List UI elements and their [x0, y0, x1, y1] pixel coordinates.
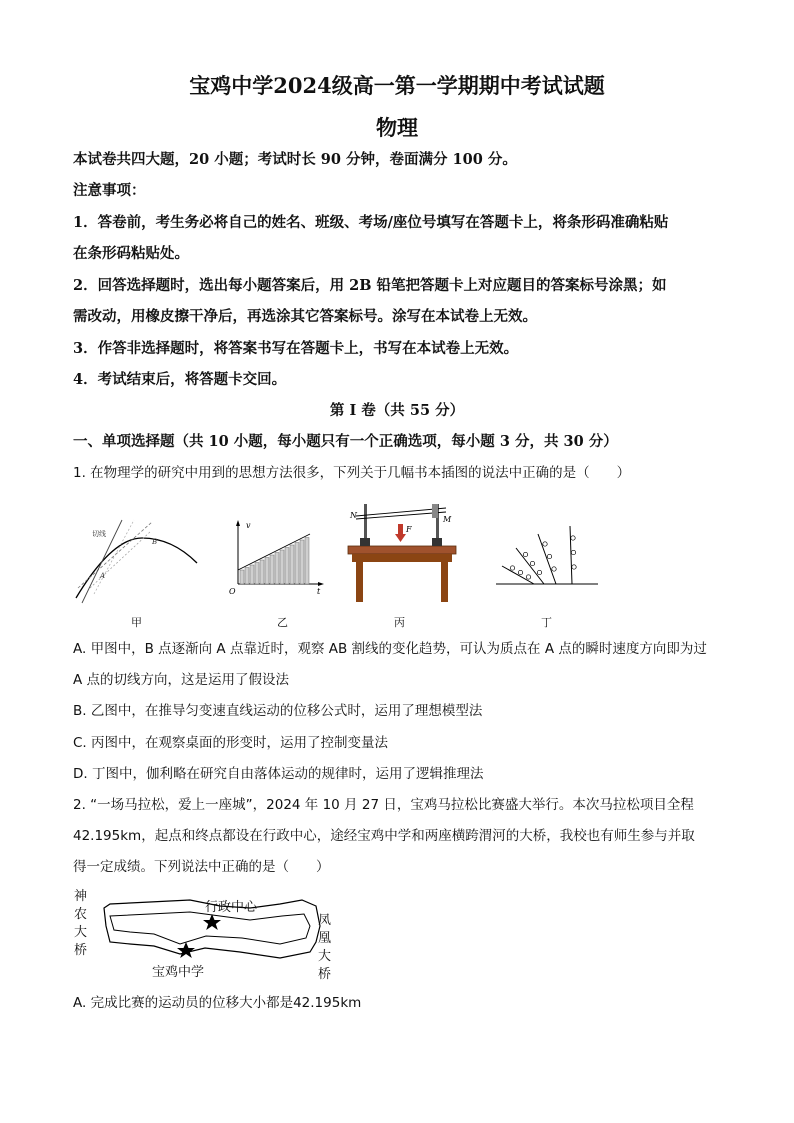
- bridge-char: 桥: [318, 967, 332, 982]
- velocity-bar: [295, 543, 299, 585]
- rolling-balls: [510, 536, 576, 579]
- ball: [523, 552, 527, 556]
- ball: [526, 575, 530, 579]
- note-line: 2．回答选择题时，选出每小题答案后，用 2B 铅笔把答题卡上对应题目的答案标号涂黑；如: [73, 277, 667, 294]
- note-line: 4．考试结束后，将答题卡交回。: [73, 371, 287, 388]
- velocity-bar: [265, 558, 269, 585]
- velocity-bar: [285, 548, 289, 585]
- bridge-char: 桥: [74, 943, 88, 958]
- note-line: 在条形码粘贴处。: [73, 245, 189, 262]
- question-1-option-b: B. 乙图中，在推导匀变速直线运动的位移公式时，运用了理想模型法: [73, 703, 483, 719]
- figure-yi-vt-graph: [226, 520, 326, 602]
- question-1-option-c: C. 丙图中，在观察桌面的形变时，运用了控制变量法: [73, 735, 389, 751]
- question-1-option-d: D. 丁图中，伽利略在研究自由落体运动的规律时，运用了逻辑推理法: [73, 766, 484, 782]
- velocity-bar: [305, 538, 309, 585]
- school-label: 宝鸡中学: [152, 965, 205, 980]
- bridge-char: 凰: [318, 931, 332, 946]
- velocity-bar: [260, 560, 264, 584]
- exam-intro: 本试卷共四大题，20 小题；考试时长 90 分钟，卷面满分 100 分。: [73, 151, 517, 168]
- figure-jia-tangent: [72, 518, 200, 608]
- velocity-bar: [245, 568, 249, 585]
- question-1-option-a: A. 甲图中，B 点逐渐向 A 点靠近时，观察 AB 割线的变化趋势，可认为质点在 A 点的瞬时速度方向即为过: [73, 641, 707, 657]
- figure-ding-inclines: [492, 522, 602, 592]
- figure-caption-jia: 甲: [131, 616, 142, 629]
- question-1-stem: 1. 在物理学的研究中用到的思想方法很多，下列关于几幅书本插图的说法中正确的是（ ）: [73, 465, 631, 481]
- velocity-bar: [280, 550, 284, 584]
- ball: [547, 554, 551, 558]
- mirror-m-label: M: [443, 515, 452, 524]
- figure-caption-bing: 丙: [394, 616, 405, 629]
- admin-center-star-icon: [203, 914, 221, 930]
- question-1-option-a-cont: A 点的切线方向，这是运用了假设法: [73, 672, 290, 688]
- fenghuang-bridge-label: [318, 912, 334, 984]
- velocity-bar: [255, 563, 259, 585]
- shennong-bridge-label: [74, 888, 90, 960]
- velocity-bar: [275, 553, 279, 585]
- point-b-label: B: [152, 538, 158, 546]
- velocity-bar: [290, 545, 294, 584]
- velocity-bar: [250, 565, 254, 584]
- velocity-bar: [240, 570, 244, 584]
- velocity-bar: [300, 540, 304, 584]
- notes-heading: 注意事项：: [73, 182, 146, 199]
- figure-caption-ding: 丁: [541, 616, 552, 629]
- bridge-char: 神: [74, 889, 88, 904]
- ball: [552, 567, 556, 571]
- figure-bing-table: [340, 498, 462, 604]
- bridge-char: 大: [74, 925, 88, 940]
- ball: [530, 561, 534, 565]
- ball: [571, 536, 575, 540]
- origin-label: O: [229, 587, 236, 596]
- part-title: 第 I 卷（共 55 分）: [329, 402, 465, 419]
- ball: [510, 566, 514, 570]
- figure-caption-yi: 乙: [277, 616, 288, 629]
- ball: [537, 570, 541, 574]
- admin-center-label: 行政中心: [205, 900, 258, 915]
- tangent-label: 切线: [92, 530, 106, 538]
- question-2-option-a: A. 完成比赛的运动员的位移大小都是42.195km: [73, 995, 362, 1011]
- ball: [543, 542, 547, 546]
- bridge-char: 凤: [318, 913, 332, 928]
- note-line: 需改动，用橡皮擦干净后，再选涂其它答案标号。涂写在本试卷上无效。: [73, 308, 537, 325]
- ball: [571, 550, 575, 554]
- subject-title: 物理: [376, 115, 418, 140]
- mirror-n-label: N: [350, 511, 357, 520]
- velocity-bar: [270, 555, 274, 584]
- note-line: 1．答卷前，考生务必将自己的姓名、班级、考场/座位号填写在答题卡上，将条形码准确粘贴: [73, 214, 669, 231]
- ball: [518, 570, 522, 574]
- question-2-stem-line: 42.195km，起点和终点都设在行政中心，途经宝鸡中学和两座横跨渭河的大桥，我校也有师生参与并取: [73, 828, 695, 844]
- question-2-stem-line: 得一定成绩。下列说法中正确的是（ ）: [73, 859, 330, 875]
- question-2-stem-line: 2. “一场马拉松，爱上一座城”，2024 年 10 月 27 日，宝鸡马拉松比赛盛大举行。本次马拉松项目全程: [73, 797, 694, 813]
- axis-t-label: t: [317, 587, 321, 596]
- exam-title: 宝鸡中学2024级高一第一学期期中考试试题: [189, 73, 605, 98]
- section-heading: 一、单项选择题（共 10 小题，每小题只有一个正确选项，每小题 3 分，共 30 分）: [73, 433, 618, 450]
- point-a-label: A: [100, 572, 106, 580]
- velocity-bars: [240, 538, 309, 585]
- axis-v-label: v: [246, 521, 251, 530]
- bridge-char: 大: [318, 949, 332, 964]
- bridge-char: 农: [74, 907, 88, 922]
- ball: [572, 565, 576, 569]
- force-f-label: F: [406, 525, 412, 534]
- note-line: 3．作答非选择题时，将答案书写在答题卡上，书写在本试卷上无效。: [73, 340, 519, 357]
